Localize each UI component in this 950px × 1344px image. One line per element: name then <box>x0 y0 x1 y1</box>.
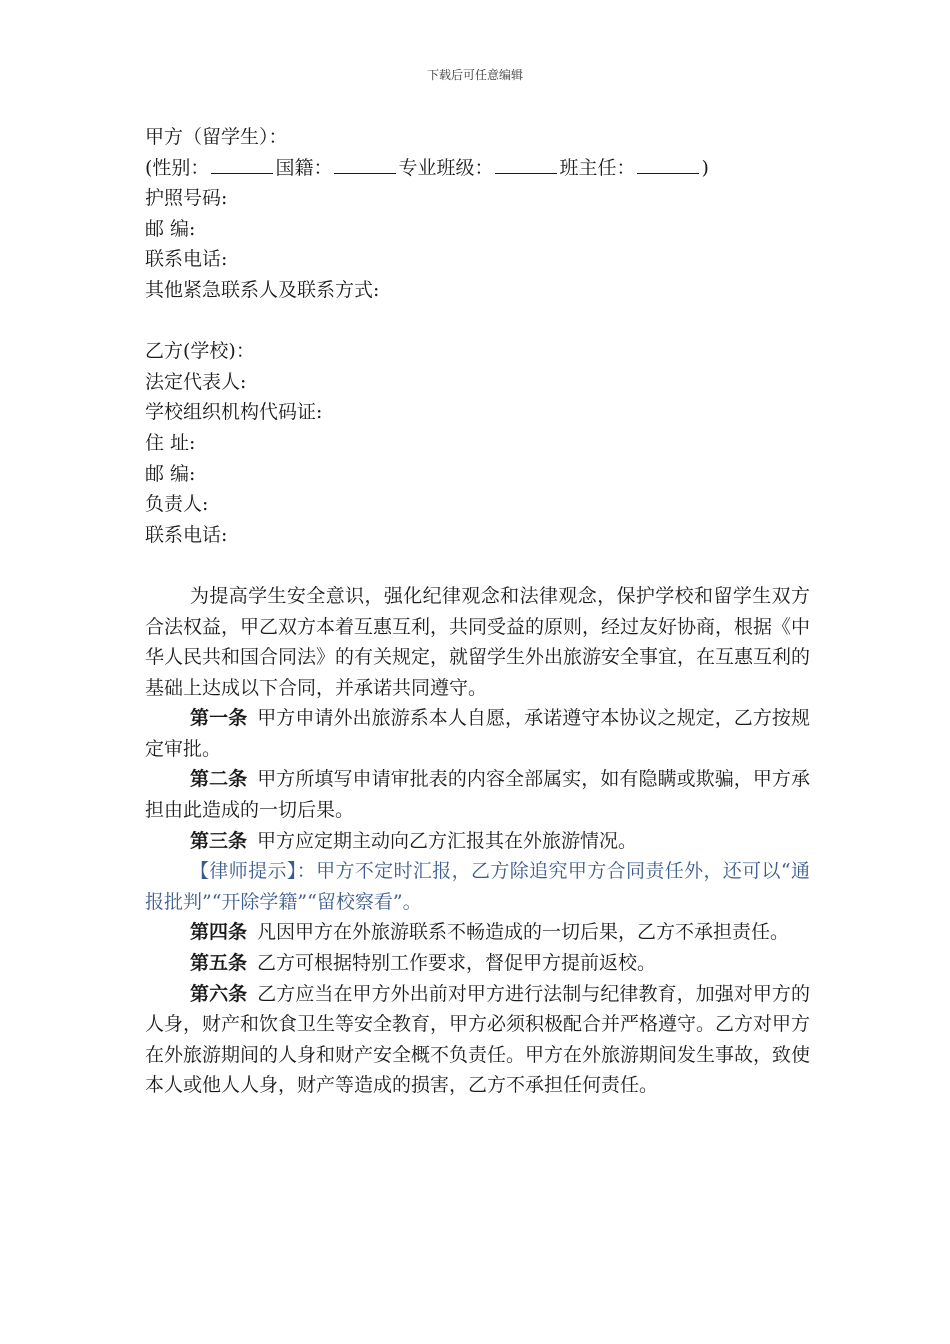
party-a-postcode-line: 邮 编: <box>145 217 196 240</box>
article-label: 第二条 <box>190 768 248 791</box>
nationality-label: 国籍： <box>275 156 333 179</box>
fields-open-paren: ( <box>145 156 153 179</box>
article-text: 乙方可根据特别工作要求，督促甲方提前返校。 <box>257 952 657 975</box>
article-label: 第四条 <box>190 921 248 944</box>
fields-close-paren: ) <box>701 156 709 179</box>
article-label: 第一条 <box>190 707 248 730</box>
spacer <box>145 306 810 337</box>
spacer <box>145 550 810 581</box>
head-teacher-label: 班主任： <box>559 156 636 179</box>
emergency-contact-line: 其他紧急联系人及联系方式: <box>145 278 380 301</box>
article-label: 第五条 <box>190 952 248 975</box>
party-b-phone-line: 联系电话: <box>145 523 228 546</box>
party-a-phone-line: 联系电话: <box>145 248 228 271</box>
preamble-paragraph: 为提高学生安全意识，强化纪律观念和法律观念，保护学校和留学生双方合法权益，甲乙双方本着互惠互利，共同受益的原则，经过友好协商，根据《中华人民共和国合同法》的有关规定，就留学生外出旅游安全事宜，在互惠互利的基础上达成以下合同，并承诺共同遵守。 <box>145 584 811 699</box>
lawyer-tip: 【律师提示】：甲方不定时汇报，乙方除追究甲方合同责任外，还可以“通报批判”“开除学籍”“留校察看”。 <box>145 860 810 913</box>
article-text: 甲方应定期主动向乙方汇报其在外旅游情况。 <box>257 829 638 852</box>
gender-blank <box>211 153 273 174</box>
article-label: 第六条 <box>190 982 248 1005</box>
article-text: 甲方所填写申请审批表的内容全部属实，如有隐瞒或欺骗，甲方承担由此造成的一切后果。 <box>145 768 810 822</box>
head-teacher-blank <box>637 153 699 174</box>
party-a-title: 甲方（留学生）： <box>145 126 288 148</box>
contract-body <box>145 122 810 1101</box>
address-line: 住 址: <box>145 431 196 454</box>
article-4 <box>145 917 810 948</box>
article-3 <box>145 826 810 857</box>
article-text: 甲方申请外出旅游系本人自愿，承诺遵守本协议之规定，乙方按规定审批。 <box>145 707 810 760</box>
article-6 <box>145 979 810 1101</box>
major-class-label: 专业班级： <box>398 156 494 179</box>
gender-label: 性别： <box>152 156 210 179</box>
org-code-line: 学校组织机构代码证: <box>145 401 323 424</box>
page-header: 下载后可任意编辑 <box>426 68 523 82</box>
party-b-postcode-line: 邮 编: <box>145 462 196 485</box>
article-1 <box>145 703 810 764</box>
legal-rep-line: 法定代表人: <box>145 370 247 393</box>
article-5 <box>145 948 810 979</box>
major-class-blank <box>495 153 557 174</box>
article-label: 第三条 <box>190 829 248 852</box>
article-text: 乙方应当在甲方外出前对甲方进行法制与纪律教育，加强对甲方的人身，财产和饮食卫生等安全教育，甲方必须积极配合并严格遵守。乙方对甲方在外旅游期间的人身和财产安全概不负责任。甲方在外旅游期间发生事故，致使本人或他人人身，财产等造成的损害，乙方不承担任何责任。 <box>145 982 811 1097</box>
passport-line: 护照号码: <box>145 187 228 210</box>
article-text: 凡因甲方在外旅游联系不畅造成的一切后果，乙方不承担责任。 <box>257 921 790 944</box>
nationality-blank <box>334 153 396 174</box>
party-a-fields-row <box>145 153 810 184</box>
party-b-title: 乙方(学校)： <box>145 340 255 363</box>
article-2 <box>145 764 810 825</box>
responsible-person-line: 负责人: <box>145 493 209 516</box>
